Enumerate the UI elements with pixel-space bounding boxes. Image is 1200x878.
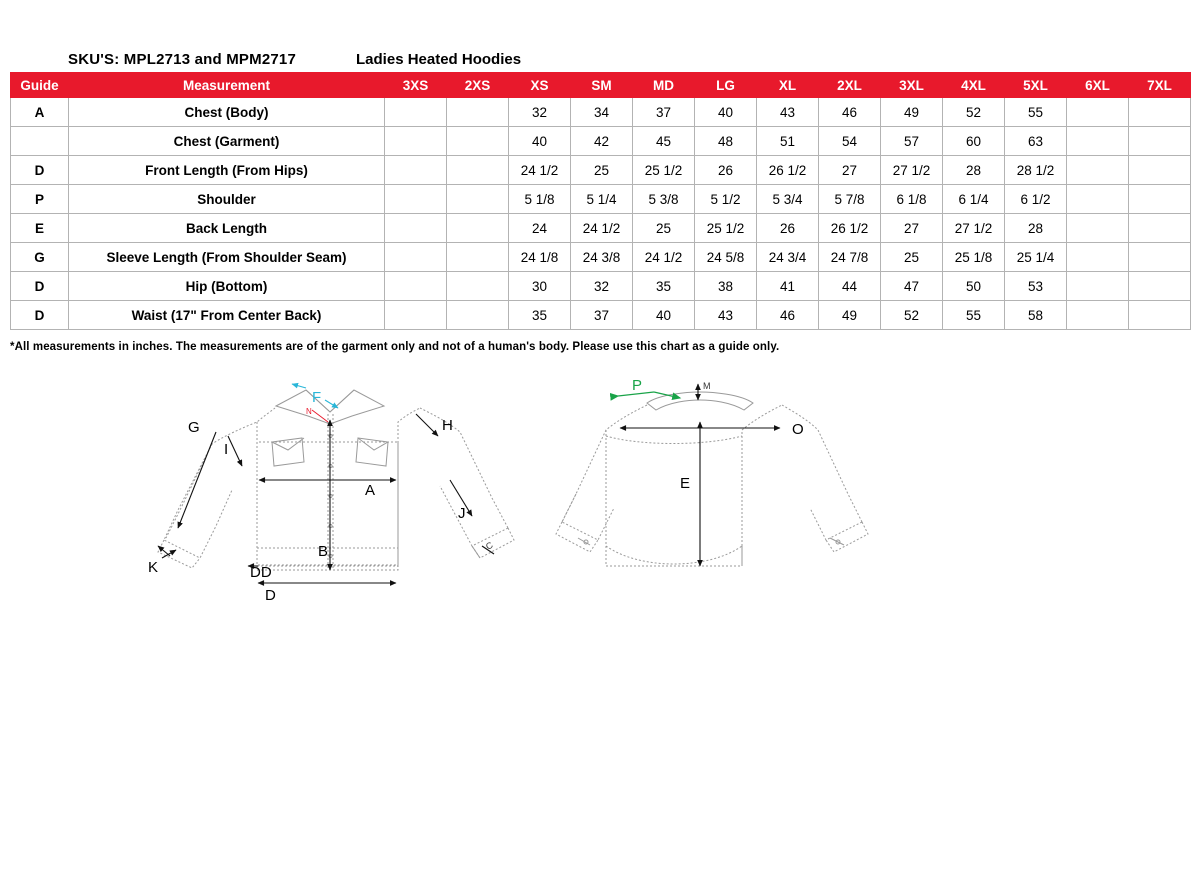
column-header-4xl: 4XL [943,73,1005,98]
cell-value [385,301,447,330]
table-row [11,98,1191,127]
front-label-K: K [148,559,159,576]
cell-value [385,127,447,156]
cell-value [447,156,509,185]
cell-value: 50 [943,272,1005,301]
front-label-C: C [484,539,495,552]
cell-value [1129,127,1191,156]
cell-value: 49 [819,301,881,330]
table-row [11,243,1191,272]
column-header-5xl: 5XL [1005,73,1067,98]
cell-value [1129,98,1191,127]
cell-value [1129,156,1191,185]
column-header-guide: Guide [11,73,69,98]
cell-value [1067,272,1129,301]
cell-value [385,185,447,214]
row-guide: A [11,98,69,127]
cell-value: 52 [881,301,943,330]
cell-value: 26 [695,156,757,185]
cell-value: 55 [943,301,1005,330]
column-header-sm: SM [571,73,633,98]
cell-value [1129,301,1191,330]
cell-value: 54 [819,127,881,156]
front-label-A: A [365,482,376,499]
cell-value: 25 1/8 [943,243,1005,272]
row-guide: D [11,301,69,330]
cell-value: 30 [509,272,571,301]
table-row [11,301,1191,330]
cell-value: 58 [1005,301,1067,330]
cell-value: 47 [881,272,943,301]
cell-value: 24 1/8 [509,243,571,272]
row-measurement: Shoulder [69,185,385,214]
table-row [11,127,1191,156]
row-measurement: Front Length (From Hips) [69,156,385,185]
cell-value [1067,301,1129,330]
cell-value: 25 [633,214,695,243]
column-header-2xs: 2XS [447,73,509,98]
cell-value: 24 [509,214,571,243]
cell-value: 5 1/2 [695,185,757,214]
row-measurement: Sleeve Length (From Shoulder Seam) [69,243,385,272]
cell-value [1067,243,1129,272]
cell-value: 25 [881,243,943,272]
cell-value: 48 [695,127,757,156]
cell-value: 25 [571,156,633,185]
cell-value [385,214,447,243]
cell-value: 5 7/8 [819,185,881,214]
cell-value: 25 1/2 [633,156,695,185]
cell-value: 24 1/2 [571,214,633,243]
cell-value: 24 1/2 [509,156,571,185]
row-guide: G [11,243,69,272]
cell-value: 46 [819,98,881,127]
back-label-M: M [703,381,711,391]
cell-value: 51 [757,127,819,156]
cell-value [447,98,509,127]
cell-value: 24 7/8 [819,243,881,272]
cell-value: 44 [819,272,881,301]
cell-value: 53 [1005,272,1067,301]
cell-value: 27 [819,156,881,185]
front-measurement-annotations [148,384,495,604]
cell-value: 40 [509,127,571,156]
cell-value: 35 [509,301,571,330]
cell-value: 6 1/2 [1005,185,1067,214]
back-label-O: O [792,421,804,438]
cell-value [1129,185,1191,214]
column-header-lg: LG [695,73,757,98]
table-row [11,185,1191,214]
cell-value [1129,214,1191,243]
cell-value: 34 [571,98,633,127]
row-measurement: Chest (Body) [69,98,385,127]
front-label-J: J [458,505,466,522]
table-header-row [11,73,1191,98]
cell-value: 43 [695,301,757,330]
cell-value: 42 [571,127,633,156]
cell-value: 46 [757,301,819,330]
cell-value: 24 5/8 [695,243,757,272]
cell-value: 38 [695,272,757,301]
back-label-E: E [680,475,691,492]
front-label-H: H [442,417,453,434]
front-label-D: D [265,587,276,604]
cell-value: 27 1/2 [881,156,943,185]
cell-value: 35 [633,272,695,301]
cell-value: 45 [633,127,695,156]
cell-value: 27 1/2 [943,214,1005,243]
cell-value [1129,272,1191,301]
row-guide: P [11,185,69,214]
cell-value: 28 1/2 [1005,156,1067,185]
column-header-7xl: 7XL [1129,73,1191,98]
column-header-3xl: 3XL [881,73,943,98]
cell-value: 49 [881,98,943,127]
cell-value: 37 [571,301,633,330]
cell-value: 24 1/2 [633,243,695,272]
cell-value: 57 [881,127,943,156]
cell-value: 32 [571,272,633,301]
cell-value: 24 3/4 [757,243,819,272]
cell-value [385,98,447,127]
cell-value: 40 [695,98,757,127]
column-header-xl: XL [757,73,819,98]
cell-value: 6 1/8 [881,185,943,214]
cell-value [447,243,509,272]
size-chart-table [10,72,1191,330]
cell-value: 26 [757,214,819,243]
cell-value: 5 3/8 [633,185,695,214]
cell-value [385,243,447,272]
cell-value: 26 1/2 [757,156,819,185]
cell-value [1129,243,1191,272]
cell-value: 25 1/2 [695,214,757,243]
cell-value [447,272,509,301]
row-guide: D [11,156,69,185]
front-label-G: G [188,419,200,436]
cell-value: 52 [943,98,1005,127]
cell-value: 32 [509,98,571,127]
cell-value: 28 [943,156,1005,185]
cell-value [385,156,447,185]
front-label-F: F [312,389,322,406]
row-measurement: Chest (Garment) [69,127,385,156]
cell-value [447,214,509,243]
back-garment-illustration [556,392,868,566]
cell-value: 37 [633,98,695,127]
cell-value: 24 3/8 [571,243,633,272]
front-label-I: I [224,441,229,458]
column-header-2xl: 2XL [819,73,881,98]
cell-value [447,185,509,214]
cell-value: 5 3/4 [757,185,819,214]
cell-value: 27 [881,214,943,243]
cell-value [385,272,447,301]
cell-value [1067,214,1129,243]
front-label-DD: DD [250,564,272,581]
cell-value: 5 1/4 [571,185,633,214]
product-title: Ladies Heated Hoodies [356,50,522,68]
page-title [10,48,1190,70]
cell-value [1067,98,1129,127]
cell-value [1067,185,1129,214]
cell-value: 26 1/2 [819,214,881,243]
sku-title: SKU'S: MPL2713 and MPM2717 [68,50,297,68]
column-header-3xs: 3XS [385,73,447,98]
column-header-xs: XS [509,73,571,98]
cell-value: 5 1/8 [509,185,571,214]
table-row [11,156,1191,185]
row-measurement: Back Length [69,214,385,243]
cell-value: 63 [1005,127,1067,156]
front-label-B: B [318,543,329,560]
cell-value [1067,156,1129,185]
table-row [11,214,1191,243]
cell-value: 60 [943,127,1005,156]
cell-value [1067,127,1129,156]
row-measurement: Waist (17" From Center Back) [69,301,385,330]
footnote-text: *All measurements in inches. The measurements are of the garment only and not of a human's body. Please use this chart as a guide only. [10,341,780,353]
cell-value: 55 [1005,98,1067,127]
cell-value: 28 [1005,214,1067,243]
row-measurement: Hip (Bottom) [69,272,385,301]
cell-value [447,301,509,330]
column-header-md: MD [633,73,695,98]
cell-value: 41 [757,272,819,301]
row-guide [11,127,69,156]
row-guide: D [11,272,69,301]
garment-diagrams [120,370,880,620]
cell-value: 25 1/4 [1005,243,1067,272]
column-header-measurement: Measurement [69,73,385,98]
front-label-N: N [306,407,312,416]
column-header-6xl: 6XL [1067,73,1129,98]
cell-value: 40 [633,301,695,330]
row-guide: E [11,214,69,243]
table-row [11,272,1191,301]
cell-value: 6 1/4 [943,185,1005,214]
back-label-P: P [632,377,643,394]
cell-value: 43 [757,98,819,127]
cell-value [447,127,509,156]
